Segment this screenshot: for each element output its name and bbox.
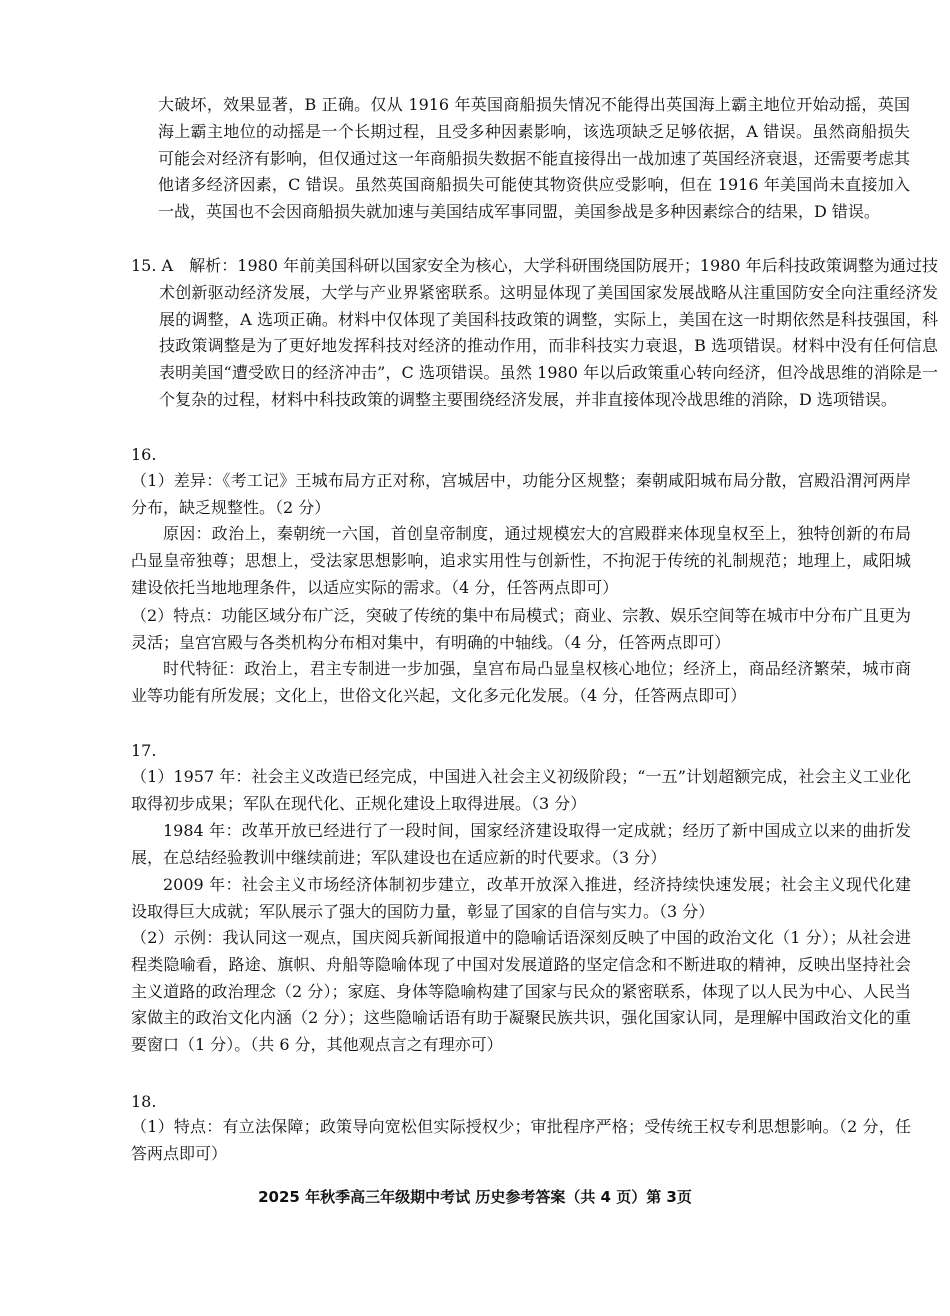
q17-part1-2009: 2009 年：社会主义市场经济体制初步建立，改革开放深入推进，经济持续快速发展；社会主义现代化建设取得巨大成就；军队展示了强大的国防力量，彰显了国家的自信与实力。（3 分） (131, 875, 911, 921)
q18-number: 18. (131, 1092, 157, 1111)
page-footer: 2025 年秋季高三年级期中考试 历史参考答案（共 4 页）第 3页 (258, 1188, 692, 1206)
q17-part2-example: （2）示例：我认同这一观点，国庆阅兵新闻报道中的隐喻话语深刻反映了中国的政治文化（1 分）；从社会进程类隐喻看，路途、旗帜、舟船等隐喻体现了中国对发展道路的坚定信念和不断进取的精神，反映出坚持社会主义道路的政治理念（2 分）；家庭、身体等隐喻构建了国家与民众的紧密联系，体现了以人民为中心、人民当家做主的政治文化内涵（2 分）；这些隐喻话语有助于凝聚民族共识，强化国家认同，是理解中国政治文化的重要窗口（1 分）。（共 6 分，其他观点言之有理亦可） (131, 928, 911, 1055)
q15-answer: 15. A 解析：1980 年前美国科研以国家安全为核心，大学科研围绕国防展开；1980 年后科技政策调整为通过技术创新驱动经济发展，大学与产业界紧密联系。这明显体现了美国国家发展战略从注重国防安全向注重经济发展的调整，A 选项正确。材料中仅体现了美国科技政策的调整，实际上，美国在这一时期依然是科技强国，科技政策调整是为了更好地发挥科技对经济的推动作用，而非科技实力衰退，B 选项错误。材料中没有任何信息表明美国“遭受欧日的经济冲击”，C 选项错误。虽然 1980 年以后政策重心转向经济，但冷战思维的消除是一个复杂的过程，材料中科技政策的调整主要围绕经济发展，并非直接体现冷战思维的消除，D 选项错误。 (131, 256, 938, 409)
q16-part2-era: 时代特征：政治上，君主专制进一步加强，皇宫布局凸显皇权核心地位；经济上，商品经济繁荣，城市商业等功能有所发展；文化上，世俗文化兴起，文化多元化发展。（4 分，任答两点即可） (131, 659, 911, 705)
q17-number: 17. (131, 741, 157, 760)
q16-number: 16. (131, 445, 157, 464)
q16-part2-features: （2）特点：功能区域分布广泛，突破了传统的集中布局模式；商业、宗教、娱乐空间等在城市中分布广且更为灵活；皇宫宫殿与各类机构分布相对集中，有明确的中轴线。（4 分，任答两点即可） (131, 606, 911, 652)
q14-continued-text: 大破坏，效果显著，B 正确。仅从 1916 年英国商船损失情况不能得出英国海上霸主地位开始动摇，英国海上霸主地位的动摇是一个长期过程，且受多种因素影响，该选项缺乏足够依据，A 错误。虽然商船损失可能会对经济有影响，但仅通过这一年商船损失数据不能直接得出一战加速了英国经济衰退，还需要考虑其他诸多经济因素，C 错误。虽然英国商船损失可能使其物资供应受影响，但在 1916 年美国尚未直接加入一战，英国也不会因商船损失就加速与美国结成军事同盟，美国参战是多种因素综合的结果，D 错误。 (158, 95, 911, 222)
q18-part1-features: （1）特点：有立法保障；政策导向宽松但实际授权少；审批程序严格；受传统王权专利思想影响。（2 分，任答两点即可） (131, 1117, 911, 1163)
q16-part1-reasons: 原因：政治上，秦朝统一六国，首创皇帝制度，通过规模宏大的宫殿群来体现皇权至上，独特创新的布局凸显皇帝独尊；思想上，受法家思想影响，追求实用性与创新性，不拘泥于传统的礼制规范；地理上，咸阳城建设依托当地地理条件，以适应实际的需求。（4 分，任答两点即可） (131, 524, 911, 597)
q16-part1-difference: （1）差异：《考工记》王城布局方正对称，宫城居中，功能分区规整；秦朝咸阳城布局分散，宫殿沿渭河两岸分布，缺乏规整性。（2 分） (131, 471, 911, 517)
q17-part1-1957: （1）1957 年：社会主义改造已经完成，中国进入社会主义初级阶段；“一五”计划超额完成，社会主义工业化取得初步成果；军队在现代化、正规化建设上取得进展。（3 分） (131, 767, 911, 813)
q17-part1-1984: 1984 年：改革开放已经进行了一段时间，国家经济建设取得一定成就；经历了新中国成立以来的曲折发展，在总结经验教训中继续前进；军队建设也在适应新的时代要求。（3 分） (131, 821, 911, 867)
